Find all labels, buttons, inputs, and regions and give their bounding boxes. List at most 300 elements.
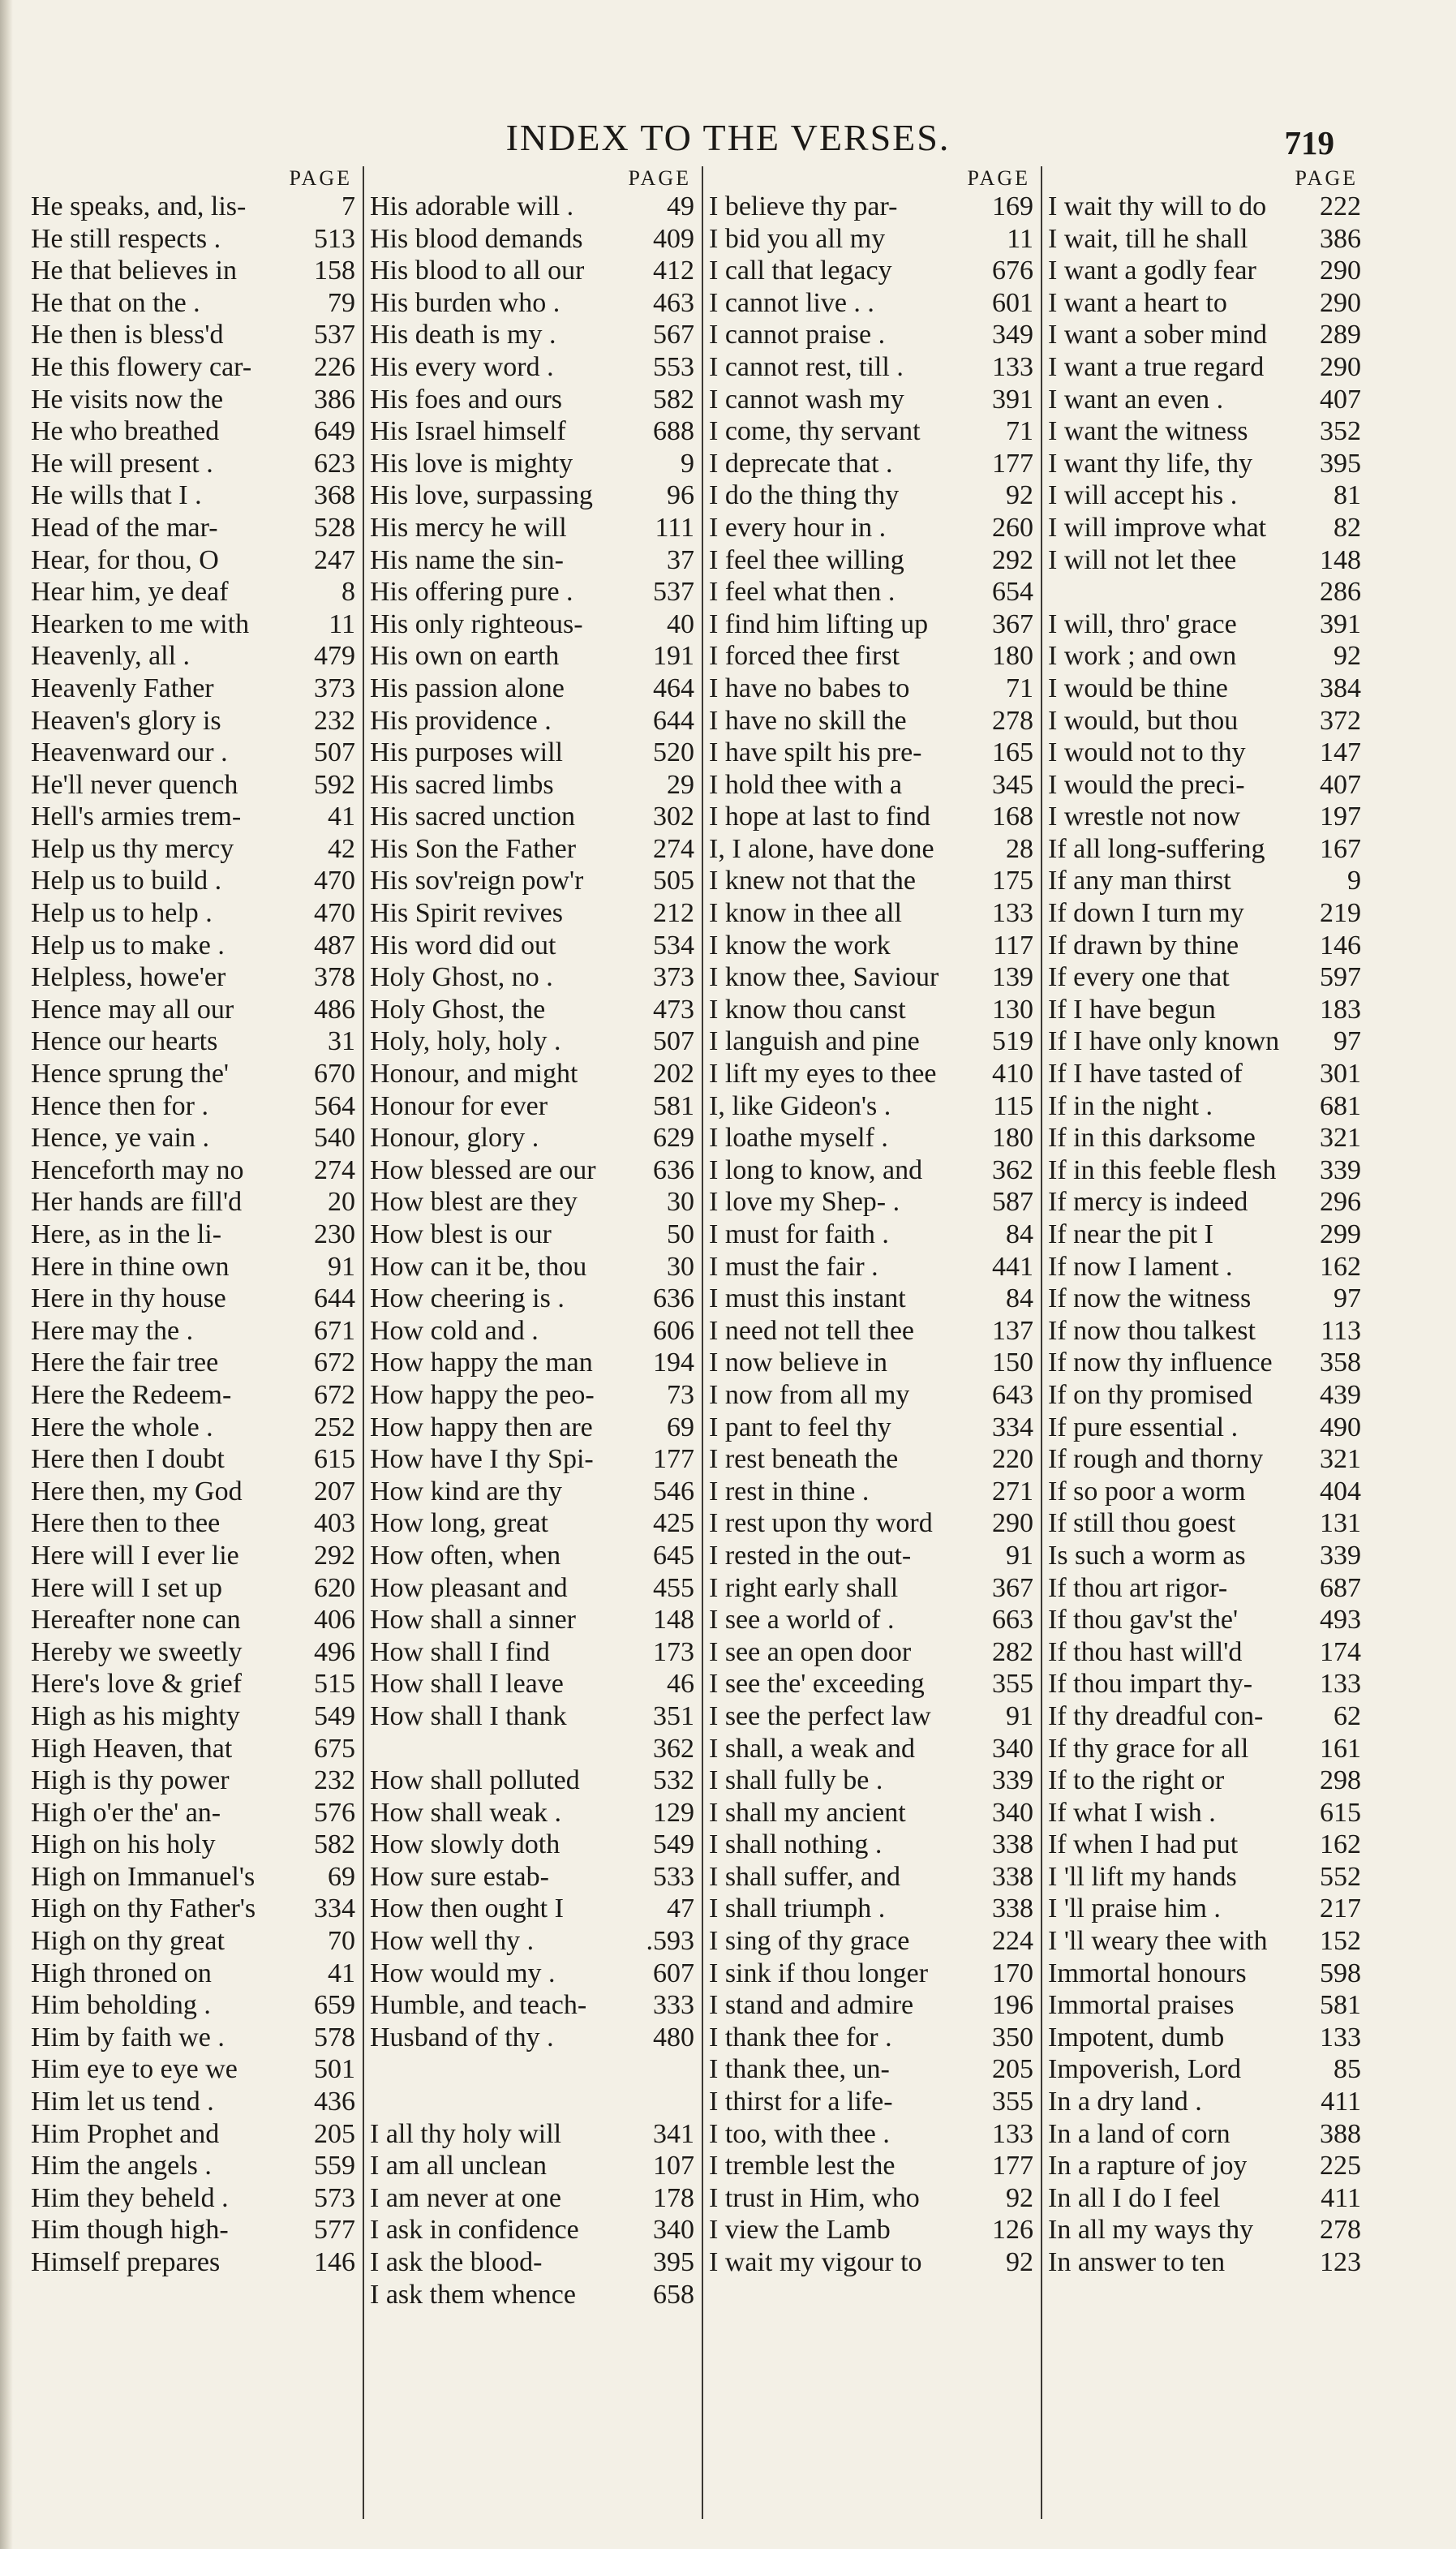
index-entry [370, 1090, 694, 1123]
index-entry [31, 833, 355, 866]
entry-page-number: 338 [992, 1829, 1033, 1860]
entry-page-number: 675 [314, 1733, 355, 1764]
index-entry [709, 1636, 1033, 1669]
entry-first-line: I 'll weary thee with [1048, 1926, 1268, 1957]
index-entry [370, 2246, 694, 2279]
index-entry [1048, 1507, 1361, 1540]
index-entry [1048, 2214, 1361, 2246]
entry-page-number: 129 [653, 1797, 694, 1828]
entry-page-number: 355 [992, 2087, 1033, 2117]
index-entry [31, 1443, 355, 1476]
entry-first-line: He that on the . [31, 287, 200, 318]
index-entry [370, 1347, 694, 1379]
entry-first-line: In a dry land . [1048, 2087, 1202, 2117]
entry-first-line: His every word . [370, 351, 554, 382]
entry-page-number: 232 [314, 1765, 355, 1796]
entry-page-number: 367 [992, 1572, 1033, 1603]
entry-first-line: His passion alone [370, 673, 565, 703]
entry-page-number: 407 [1320, 384, 1361, 415]
entry-page-number: 197 [1320, 802, 1361, 832]
entry-page-number: 345 [992, 769, 1033, 800]
index-entry [1048, 833, 1361, 866]
entry-page-number: 298 [1320, 1765, 1361, 1796]
entry-first-line: I see a world of . [709, 1605, 895, 1636]
entry-page-number: 274 [653, 833, 694, 864]
index-entry [709, 1797, 1033, 1829]
index-entry [709, 191, 1033, 223]
entry-first-line: How blest are they [370, 1187, 578, 1218]
entry-first-line: I do the thing thy [709, 480, 900, 511]
index-entry [370, 287, 694, 320]
entry-first-line: His providence . [370, 705, 552, 736]
index-entry [709, 930, 1033, 962]
entry-page-number: 69 [328, 1861, 355, 1892]
index-entry [31, 544, 355, 577]
entry-first-line: If thy grace for all [1048, 1733, 1249, 1764]
entry-first-line: Here will I set up [31, 1572, 223, 1603]
entry-first-line: I see an open door [709, 1636, 912, 1667]
index-entry [31, 1090, 355, 1123]
entry-page-number: 505 [653, 866, 694, 896]
index-entry [709, 1540, 1033, 1572]
entry-page-number: 91 [328, 1251, 355, 1282]
index-entry [370, 255, 694, 287]
entry-page-number: 687 [1320, 1572, 1361, 1603]
entry-page-number: 278 [992, 705, 1033, 736]
index-entry [1048, 448, 1361, 480]
entry-page-number: 490 [1320, 1412, 1361, 1442]
entry-first-line: He this flowery car- [31, 351, 252, 382]
entry-page-number: 659 [314, 1990, 355, 2021]
entry-page-number: 501 [314, 2054, 355, 2085]
index-entry [31, 479, 355, 512]
entry-page-number: 73 [667, 1379, 694, 1410]
entry-page-number: 373 [314, 673, 355, 703]
index-entry [709, 1925, 1033, 1958]
entry-page-number: 351 [653, 1700, 694, 1731]
entry-first-line: I every hour in . [709, 512, 887, 543]
index-entry [1048, 1958, 1361, 1990]
entry-page-number: 373 [653, 962, 694, 993]
entry-first-line: Heavenly Father [31, 673, 214, 703]
index-entry [31, 1893, 355, 1925]
entry-first-line: High Heaven, that [31, 1733, 233, 1764]
entry-page-number: 339 [1320, 1540, 1361, 1571]
entry-first-line: I come, thy servant [709, 416, 921, 447]
entry-page-number: 113 [1321, 1315, 1361, 1346]
entry-first-line: If thou hast will'd [1048, 1636, 1243, 1667]
index-entry [370, 930, 694, 962]
entry-first-line: Here then to thee [31, 1508, 221, 1539]
entry-first-line: Honour, glory . [370, 1123, 539, 1154]
entry-first-line: Impotent, dumb [1048, 2022, 1225, 2053]
index-entry [709, 1476, 1033, 1508]
index-entry [1048, 1412, 1361, 1444]
entry-page-number: 71 [1006, 416, 1033, 447]
entry-first-line: I shall, a weak and [709, 1733, 915, 1764]
entry-page-number: 553 [653, 351, 694, 382]
entry-first-line: Hence our hearts [31, 1026, 218, 1057]
entry-page-number: 515 [314, 1669, 355, 1700]
index-entry [31, 897, 355, 930]
index-entry [709, 384, 1033, 416]
entry-first-line: High o'er the' an- [31, 1797, 221, 1828]
entry-first-line: Hereby we sweetly [31, 1636, 243, 1667]
entry-first-line: If thy dreadful con- [1048, 1700, 1264, 1731]
index-entry [370, 994, 694, 1026]
entry-first-line: If what I wish . [1048, 1797, 1216, 1828]
entry-first-line: I want a heart to [1048, 287, 1227, 318]
entry-first-line: How happy the peo- [370, 1379, 595, 1410]
entry-page-number: 386 [1320, 223, 1361, 254]
entry-page-number: 177 [992, 448, 1033, 479]
entry-first-line: His purposes will [370, 737, 563, 768]
index-entry [370, 576, 694, 608]
index-entry [31, 1829, 355, 1861]
index-entry [709, 1893, 1033, 1925]
index-entry [31, 1251, 355, 1283]
index-entry [31, 1315, 355, 1348]
entry-first-line: I 'll praise him . [1048, 1893, 1221, 1924]
entry-page-number: 403 [314, 1508, 355, 1539]
entry-first-line: If any man thirst [1048, 866, 1231, 896]
entry-first-line: His foes and ours [370, 384, 563, 415]
index-entry [370, 673, 694, 705]
page-title: INDEX TO THE VERSES. [505, 117, 951, 158]
index-entry [1048, 961, 1361, 994]
entry-page-number: 455 [653, 1572, 694, 1603]
entry-first-line: Hence may all our [31, 994, 234, 1025]
entry-first-line: I have no babes to [709, 673, 910, 703]
entry-page-number: 615 [1320, 1797, 1361, 1828]
index-entry [1048, 1251, 1361, 1283]
index-entry [370, 1540, 694, 1572]
entry-page-number: 496 [314, 1636, 355, 1667]
index-entry [1048, 255, 1361, 287]
entry-page-number: .593 [646, 1926, 694, 1957]
entry-first-line: I ask them whence [370, 2279, 576, 2310]
entry-first-line: How long, great [370, 1508, 549, 1539]
entry-page-number: 340 [992, 1797, 1033, 1828]
entry-page-number: 552 [1320, 1861, 1361, 1892]
entry-first-line: I see the perfect law [709, 1700, 931, 1731]
index-entry [1048, 319, 1361, 351]
index-entry [1048, 608, 1361, 641]
entry-first-line: Here the whole . [31, 1412, 213, 1442]
index-entry [1048, 930, 1361, 962]
entry-page-number: 82 [1334, 512, 1361, 543]
entry-page-number: 117 [993, 930, 1033, 961]
entry-page-number: 581 [653, 1090, 694, 1121]
index-entry [709, 1283, 1033, 1315]
index-entry [1048, 1283, 1361, 1315]
entry-page-number: 564 [314, 1090, 355, 1121]
entry-first-line: His blood demands [370, 223, 583, 254]
entry-page-number: 577 [314, 2215, 355, 2246]
entry-first-line: I thirst for a life- [709, 2087, 893, 2117]
entry-page-number: 111 [655, 512, 694, 543]
entry-page-number: 425 [653, 1508, 694, 1539]
entry-page-number: 549 [653, 1829, 694, 1860]
entry-page-number: 464 [653, 673, 694, 703]
index-entry [370, 1733, 694, 1765]
entry-page-number: 97 [1334, 1026, 1361, 1057]
entry-page-number: 169 [992, 191, 1033, 221]
index-entry [31, 1989, 355, 2022]
entry-page-number: 174 [1320, 1636, 1361, 1667]
index-entry [370, 1893, 694, 1925]
entry-first-line: I want a sober mind [1048, 320, 1268, 350]
entry-page-number: 290 [1320, 287, 1361, 318]
index-entry [31, 287, 355, 320]
entry-page-number: 479 [314, 641, 355, 672]
index-entry [709, 1251, 1033, 1283]
entry-page-number: 37 [667, 544, 694, 575]
entry-first-line: I see the' exceeding [709, 1669, 925, 1700]
index-entry [31, 1604, 355, 1636]
index-entry [1048, 1700, 1361, 1733]
entry-page-number: 487 [314, 930, 355, 961]
entry-first-line: If I have begun [1048, 994, 1216, 1025]
index-entry [370, 1443, 694, 1476]
entry-first-line: He visits now the [31, 384, 224, 415]
index-entry [31, 961, 355, 994]
entry-first-line: How then ought I [370, 1893, 564, 1924]
entry-first-line: How cold and . [370, 1315, 539, 1346]
entry-first-line: I sink if thou longer [709, 1958, 929, 1988]
entry-first-line: I ask in confidence [370, 2215, 579, 2246]
entry-page-number: 340 [653, 2215, 694, 2246]
index-entry [31, 1636, 355, 1669]
entry-first-line: His love is mighty [370, 448, 573, 479]
entry-page-number: 180 [992, 1123, 1033, 1154]
entry-first-line: Humble, and teach- [370, 1990, 587, 2021]
index-entry [709, 1154, 1033, 1187]
entry-first-line: I have spilt his pre- [709, 737, 922, 768]
entry-page-number: 520 [653, 737, 694, 768]
index-entry [1048, 897, 1361, 930]
index-entry [1048, 223, 1361, 256]
entry-page-number: 222 [1320, 191, 1361, 221]
entry-first-line: I will not let thee [1048, 544, 1237, 575]
entry-page-number: 623 [314, 448, 355, 479]
index-entry [1048, 1636, 1361, 1669]
index-entry [1048, 1154, 1361, 1187]
index-entry [31, 769, 355, 802]
index-entry [709, 2150, 1033, 2182]
entry-first-line: Helpless, howe'er [31, 962, 226, 993]
index-entry [1048, 1572, 1361, 1605]
entry-first-line: He that believes in [31, 256, 237, 286]
index-entry [1048, 1347, 1361, 1379]
entry-page-number: 412 [653, 256, 694, 286]
entry-first-line: How slowly doth [370, 1829, 560, 1860]
index-entry [1048, 705, 1361, 737]
index-entry [370, 769, 694, 802]
index-entry [370, 223, 694, 256]
entry-page-number: 391 [1320, 608, 1361, 639]
entry-page-number: 290 [992, 1508, 1033, 1539]
index-entry [370, 801, 694, 833]
entry-first-line: His adorable will . [370, 191, 574, 221]
entry-page-number: 672 [314, 1348, 355, 1378]
entry-first-line: I languish and pine [709, 1026, 920, 1057]
index-entry [31, 1379, 355, 1412]
entry-page-number: 175 [992, 866, 1033, 896]
index-entry [31, 1668, 355, 1700]
entry-first-line: His mercy he will [370, 512, 567, 543]
index-entry [370, 705, 694, 737]
entry-page-number: 30 [667, 1187, 694, 1218]
index-entry [31, 640, 355, 673]
index-entry [370, 479, 694, 512]
entry-first-line: If I have only known [1048, 1026, 1280, 1057]
index-entry [1048, 1379, 1361, 1412]
entry-first-line: How shall polluted [370, 1765, 580, 1796]
entry-page-number: 644 [314, 1283, 355, 1314]
entry-page-number: 219 [1320, 898, 1361, 929]
entry-first-line: I find him lifting up [709, 608, 929, 639]
index-entry [370, 1636, 694, 1669]
index-entry [1048, 544, 1361, 577]
entry-page-number: 339 [992, 1765, 1033, 1796]
entry-page-number: 133 [992, 2118, 1033, 2149]
entry-page-number: 196 [992, 1990, 1033, 2021]
entry-first-line: If now the witness [1048, 1283, 1252, 1314]
entry-first-line: He still respects . [31, 223, 221, 254]
index-entry [370, 737, 694, 769]
entry-first-line: I feel thee willing [709, 544, 904, 575]
index-entry [370, 1251, 694, 1283]
entry-page-number: 220 [992, 1444, 1033, 1475]
entry-first-line: If in this darksome [1048, 1123, 1256, 1154]
entry-page-number: 162 [1320, 1829, 1361, 1860]
index-entry [31, 2022, 355, 2054]
index-entry [370, 2182, 694, 2215]
entry-page-number: 358 [1320, 1348, 1361, 1378]
entry-first-line: I right early shall [709, 1572, 899, 1603]
entry-page-number: 148 [1320, 544, 1361, 575]
index-entry [1048, 2086, 1361, 2118]
index-entry [709, 2246, 1033, 2279]
index-entry [1048, 351, 1361, 384]
entry-page-number: 69 [667, 1412, 694, 1442]
entry-page-number: 404 [1320, 1476, 1361, 1507]
entry-page-number: 654 [992, 577, 1033, 608]
entry-page-number: 587 [992, 1187, 1033, 1218]
entry-first-line: I am all unclean [370, 2151, 548, 2181]
entry-first-line: I lift my eyes to thee [709, 1059, 937, 1090]
entry-page-number: 81 [1334, 480, 1361, 511]
entry-page-number: 224 [992, 1926, 1033, 1957]
index-entry [1048, 640, 1361, 673]
index-entry [370, 1604, 694, 1636]
entry-page-number: 334 [992, 1412, 1033, 1442]
index-entry [31, 319, 355, 351]
entry-page-number: 47 [667, 1893, 694, 1924]
index-entry [709, 897, 1033, 930]
index-entry [709, 1861, 1033, 1893]
entry-page-number: 147 [1320, 737, 1361, 768]
entry-first-line: Help us to help . [31, 898, 213, 929]
index-entry [709, 2022, 1033, 2054]
entry-page-number: 9 [1347, 866, 1361, 896]
entry-page-number: 537 [314, 320, 355, 350]
index-entry [31, 2150, 355, 2182]
entry-page-number: 282 [992, 1636, 1033, 1667]
index-entry [1048, 479, 1361, 512]
entry-first-line: Heavenward our . [31, 737, 228, 768]
entry-page-number: 205 [992, 2054, 1033, 2085]
entry-first-line: If mercy is indeed [1048, 1187, 1248, 1218]
entry-page-number: 131 [1320, 1508, 1361, 1539]
entry-first-line: I want an even . [1048, 384, 1224, 415]
index-entry [370, 1122, 694, 1154]
entry-first-line: I wait thy will to do [1048, 191, 1267, 221]
entry-page-number: 168 [992, 802, 1033, 832]
entry-page-number: 91 [1006, 1540, 1033, 1571]
index-entry [31, 1186, 355, 1219]
index-entry [709, 640, 1033, 673]
index-entry [709, 1733, 1033, 1765]
entry-page-number: 133 [992, 351, 1033, 382]
entry-page-number: 130 [992, 994, 1033, 1025]
entry-page-number: 133 [1320, 2022, 1361, 2053]
index-entry [31, 1540, 355, 1572]
entry-page-number: 582 [314, 1829, 355, 1860]
index-entry [709, 737, 1033, 769]
entry-first-line: I rest upon thy word [709, 1508, 933, 1539]
entry-page-number: 11 [329, 608, 355, 639]
entry-first-line: High on his holy [31, 1829, 216, 1860]
entry-first-line: Here then I doubt [31, 1444, 225, 1475]
entry-page-number: 152 [1320, 1926, 1361, 1957]
entry-first-line: I will improve what [1048, 512, 1267, 543]
index-entry [370, 1154, 694, 1187]
entry-page-number: 137 [992, 1315, 1033, 1346]
entry-first-line: I too, with thee . [709, 2118, 890, 2149]
entry-first-line: Here then, my God [31, 1476, 243, 1507]
index-entry [31, 1122, 355, 1154]
index-entry [1048, 1219, 1361, 1251]
entry-first-line: I know thee, Saviour [709, 962, 939, 993]
entry-first-line: Holy, holy, holy . [370, 1026, 561, 1057]
index-entry [370, 1668, 694, 1700]
index-entry [31, 1154, 355, 1187]
entry-first-line: I want the witness [1048, 416, 1248, 447]
entry-page-number: 170 [992, 1958, 1033, 1988]
entry-page-number: 581 [1320, 1990, 1361, 2021]
entry-page-number: 212 [653, 898, 694, 929]
entry-page-number: 395 [653, 2247, 694, 2277]
index-entry [1048, 1122, 1361, 1154]
entry-page-number: 576 [314, 1797, 355, 1828]
entry-first-line: In a rapture of joy [1048, 2151, 1248, 2181]
entry-first-line: If down I turn my [1048, 898, 1244, 929]
index-entry [709, 2182, 1033, 2215]
index-entry [1048, 1861, 1361, 1893]
column-page-label: PAGE [967, 166, 1030, 190]
entry-first-line: Him beholding . [31, 1990, 211, 2021]
index-entry [31, 191, 355, 223]
entry-page-number: 658 [653, 2279, 694, 2310]
index-entry [1048, 801, 1361, 833]
index-entry [1048, 1540, 1361, 1572]
entry-page-number: 205 [314, 2118, 355, 2149]
entry-first-line: How happy the man [370, 1348, 593, 1378]
entry-page-number: 537 [653, 577, 694, 608]
index-entry [1048, 1925, 1361, 1958]
